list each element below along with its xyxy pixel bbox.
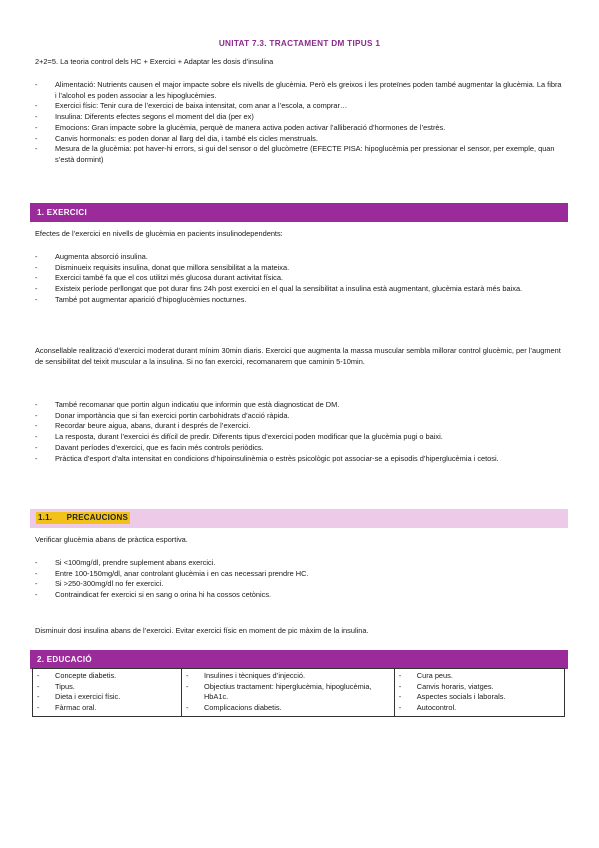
list-item: - Canvis hormonals: es poden donar al llarg del dia, i també els cicles menstruals. xyxy=(35,133,318,143)
advice-list xyxy=(35,400,565,464)
section-header-educacio xyxy=(30,650,568,669)
recommendation-paragraph: Aconsellable realització d’exercici moderat durant mínim 30min diaris. Exercici que augmenta la massa muscular sembla millorar control glucèmic, per l’augment de sensibilitat del teixit muscular a la insulina. Si no fan exercici, recomanarem que caminin 5-10min. xyxy=(35,346,561,366)
list-item: - Emocions: Gran impacte sobre la glucèmia, perquè de manera activa poden activar l’alliberació d’hormones de l’estrès. xyxy=(35,122,446,132)
subsection-header-precaucions xyxy=(30,509,568,528)
table-cell xyxy=(33,669,182,717)
page-title: UNITAT 7.3. TRACTAMENT DM TIPUS 1 xyxy=(218,39,381,48)
list-item: - Existeix període perllongat que pot durar fins 24h post exercici en el qual la sensibilitat a insulina està augmentant, glucèmia estarà més baixa. xyxy=(35,284,523,294)
list-item: - Davant períodes d’exercici, que es facin més controls periòdics. xyxy=(35,442,264,452)
list-item: - Si >250-300mg/dl no fer exercici. xyxy=(35,579,164,589)
effects-list xyxy=(35,252,565,306)
list-item: - Si <100mg/dl, prendre suplement abans exercici. xyxy=(35,558,216,567)
list-item: - Complicacions diabetis. xyxy=(185,703,282,713)
list-item: - Exercici també fa que el cos utilitzi més glucosa durant activitat física. xyxy=(35,273,283,283)
list-item: - Exercici físic: Tenir cura de l’exercici de baixa intensitat, com anar a l’escola, a comprar… xyxy=(35,101,348,111)
table-cell xyxy=(181,669,394,717)
list-item: - Mesura de la glucèmia: pot haver-hi errors, si gui del sensor o del glucòmetre (EFECTE PISA: hipoglucèmia per pressionar el sensor, per exemple, quan s’està dormint) xyxy=(35,144,555,165)
list-item: - Dieta i exercici físic. xyxy=(37,692,121,702)
education-table xyxy=(32,668,565,717)
list-item: - Aspectes socials i laborals. xyxy=(398,692,506,702)
list-item: - Recordar beure aigua, abans, durant i després de l’exercici. xyxy=(35,421,251,431)
list-item: - Insulines i tècniques d’injecció. xyxy=(185,671,306,680)
list-item: - Insulina: Diferents efectes segons el moment del dia (per ex) xyxy=(35,112,254,122)
list-item: - Objectius tractament: hiperglucèmia, hipoglucèmia, HbA1c. xyxy=(185,681,372,702)
list-item: - Disminueix requisits insulina, donat que millora sensibilitat a la mateixa. xyxy=(35,262,290,272)
list-item: - També recomanar que portin algun indicatiu que informin que està diagnosticat de DM. xyxy=(35,400,340,409)
precautions-closing: Disminuir dosi insulina abans de l’exercici. Evitar exercici físic en moment de pic màxim de la insulina. xyxy=(35,626,369,635)
subsection-title: 1.1. PRECAUCIONS xyxy=(38,513,128,522)
intro-text: 2+2=5. La teoria control dels HC + Exercici + Adaptar les dosis d’insulina xyxy=(35,57,274,66)
list-item: - Entre 100-150mg/dl, anar controlant glucèmia i en cas necessari prendre HC. xyxy=(35,568,309,578)
list-item: - Cura peus. xyxy=(398,671,453,680)
section-title: 1. EXERCICI xyxy=(37,208,87,217)
list-item: - Fàrmac oral. xyxy=(37,703,97,713)
list-item: - La resposta, durant l’exercici és difícil de predir. Diferents tipus d’exercici poden modificar que la glucèmia pugi o baixi. xyxy=(35,432,443,442)
section-header-exercici xyxy=(30,203,568,222)
list-item: - Augmenta absorció insulina. xyxy=(35,252,148,261)
section-title: 2. EDUCACIÓ xyxy=(37,655,92,664)
table-row xyxy=(33,669,565,717)
section-lead: Efectes de l’exercici en nivells de glucèmia en pacients insulinodependents: xyxy=(35,229,283,238)
precautions-lead: Verificar glucèmia abans de pràctica esportiva. xyxy=(35,535,188,544)
list-item: - Pràctica d’esport d’alta intensitat en condicions d’hipoinsulinèmia o estrès psicològic pot associar-se a episodis d’hiperglucèmia i cetosi. xyxy=(35,453,499,463)
list-item: - Contraindicat fer exercici si en sang o orina hi ha cossos cetònics. xyxy=(35,590,272,600)
precautions-list xyxy=(35,558,565,601)
list-item: - Donar importància que si fan exercici portin carbohidrats d’acció ràpida. xyxy=(35,410,290,420)
table-cell xyxy=(394,669,564,717)
list-item: - Alimentació: Nutrients causen el major impacte sobre els nivells de glucèmia. Però els greixos i les proteïnes poden també augmentar la glucèmia. La fibra i l’alcohol es poden associar a les hipoglucèmies. xyxy=(35,80,562,100)
list-item: - També pot augmentar aparició d’hipoglucèmies nocturnes. xyxy=(35,294,247,304)
factors-list xyxy=(35,80,565,166)
list-item: - Tipus. xyxy=(37,681,75,691)
list-item: - Concepte diabetis. xyxy=(37,671,117,680)
list-item: - Canvis horaris, viatges. xyxy=(398,681,494,691)
list-item: - Autocontrol. xyxy=(398,703,457,713)
